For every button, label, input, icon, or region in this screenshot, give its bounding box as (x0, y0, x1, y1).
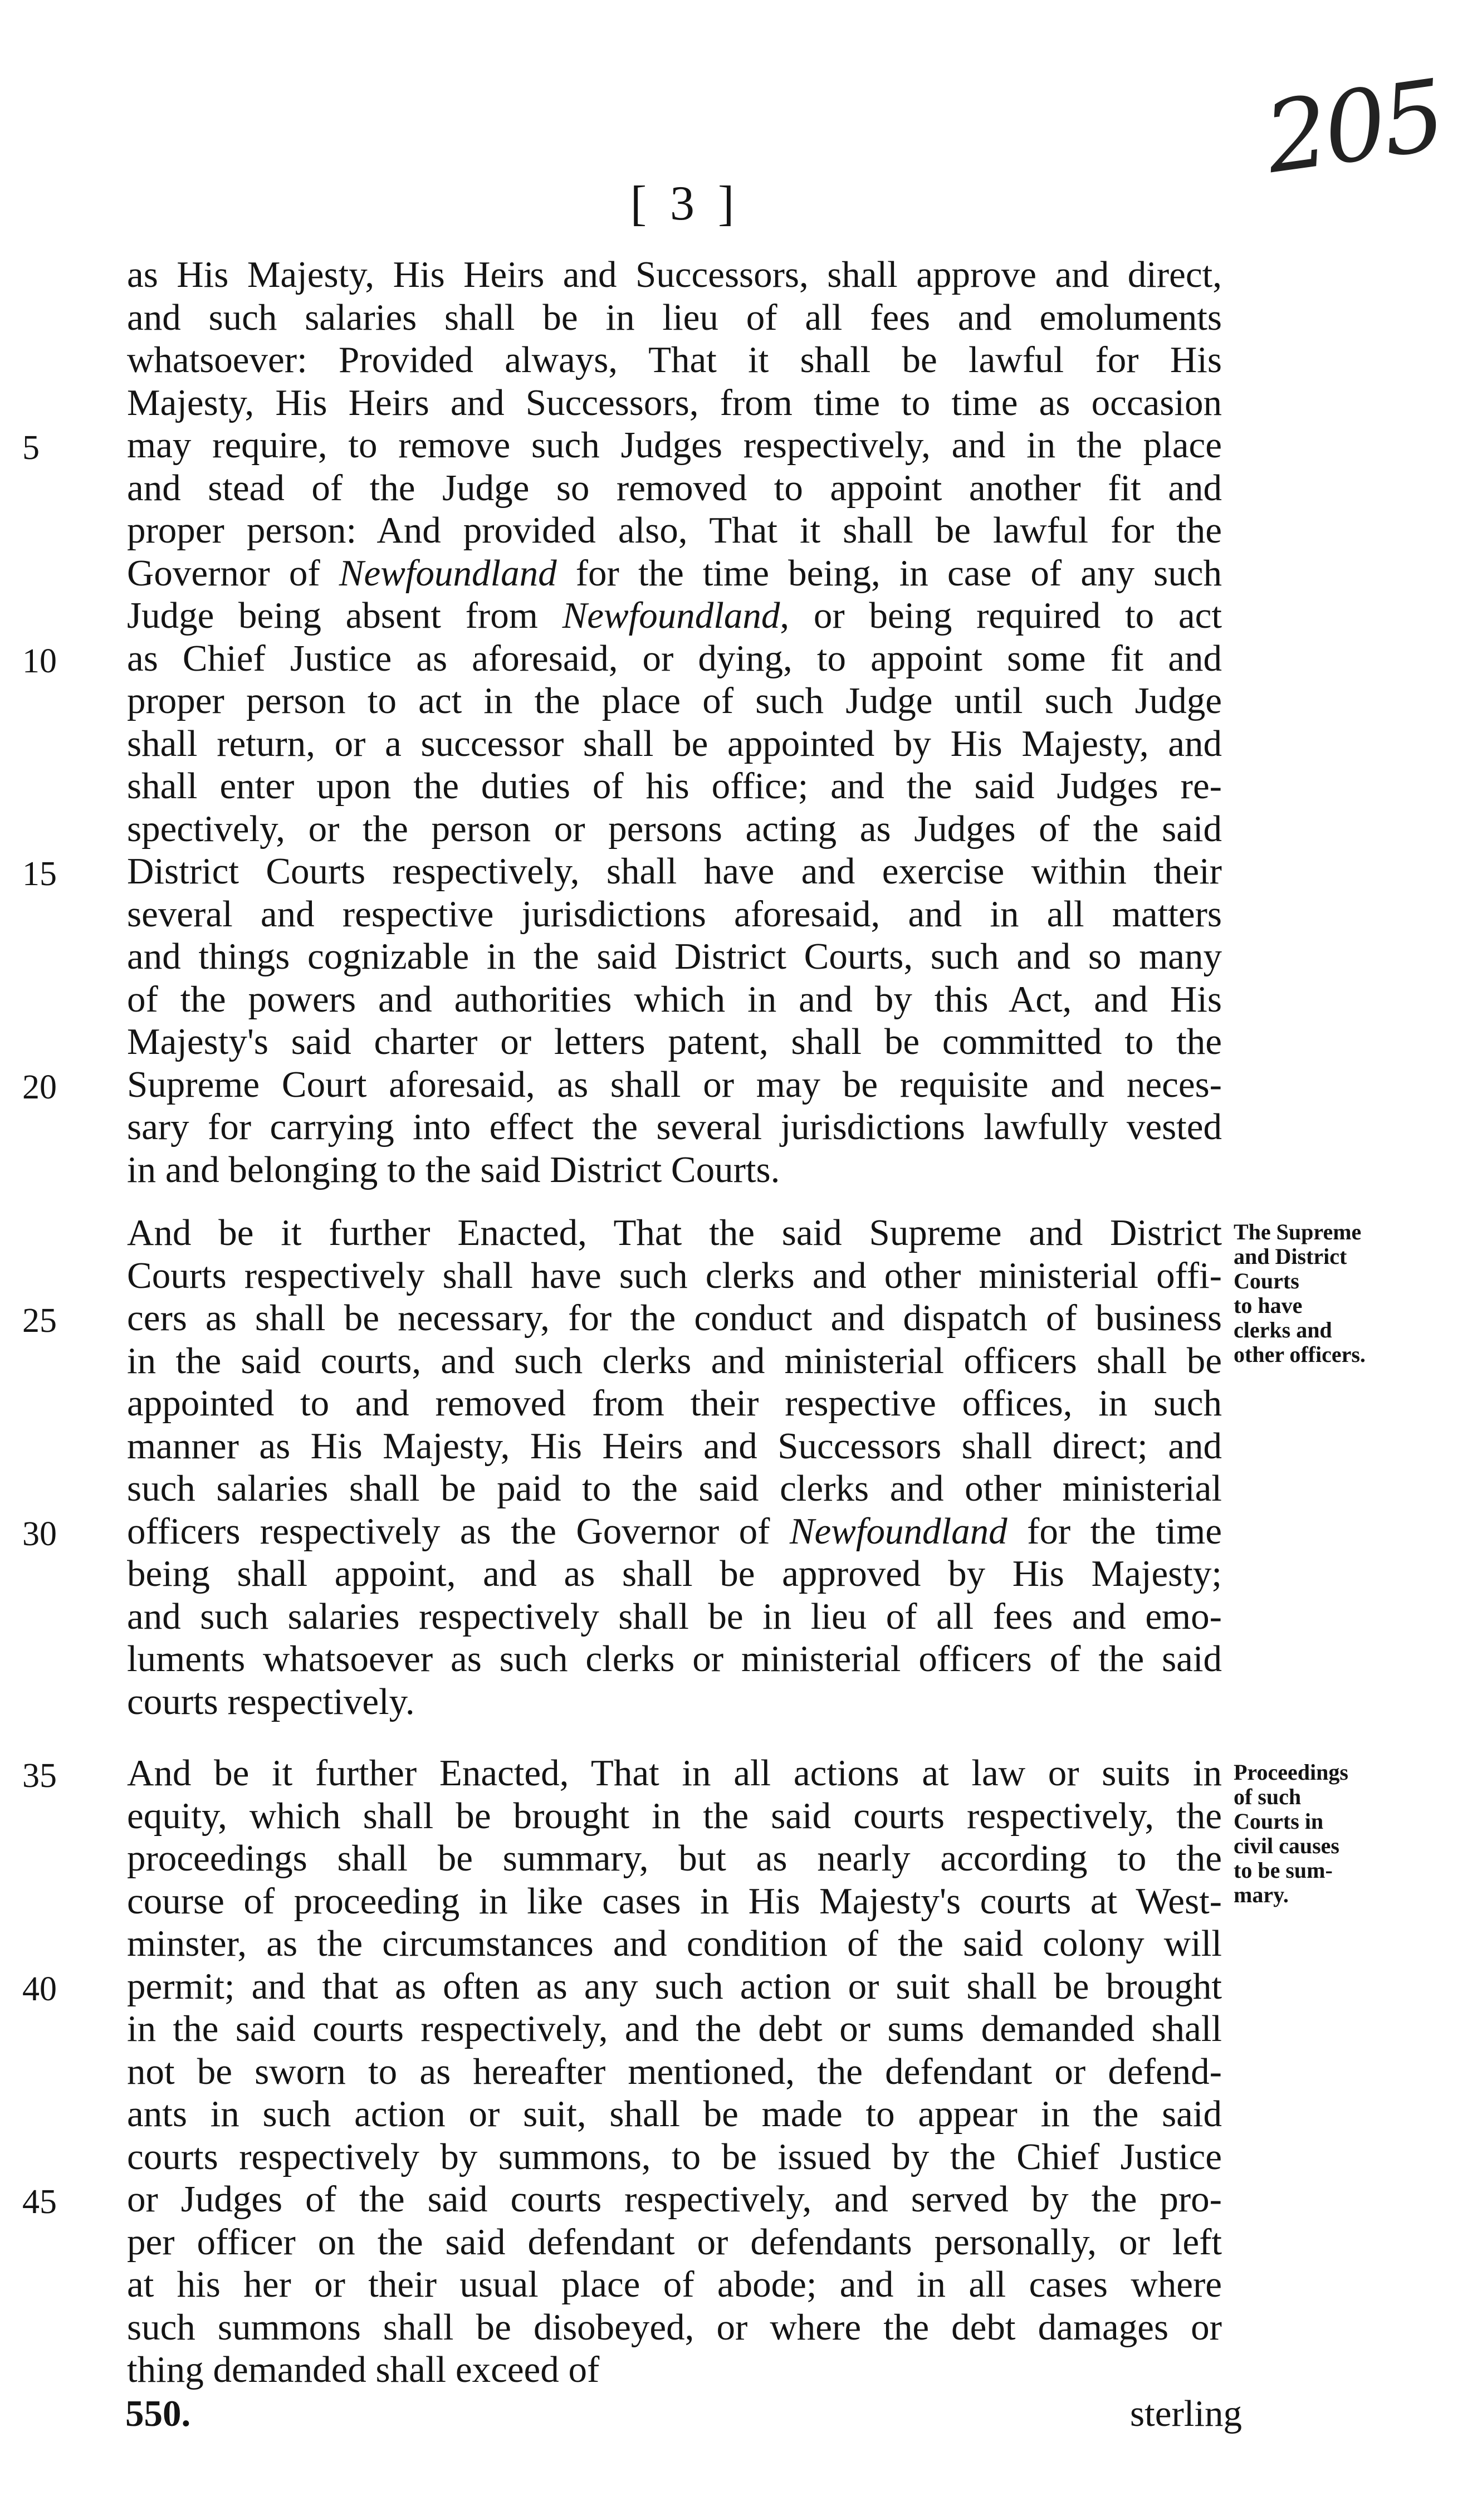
line-number: 40 (22, 1970, 57, 2008)
sidenote-proceedings (1234, 1760, 1468, 1907)
line-number: 15 (22, 855, 57, 893)
text-line: Majesty's said charter or letters patent, shall be committed to the (127, 1021, 1222, 1062)
text-line: and stead of the Judge so removed to appoint another fit and (127, 467, 1222, 509)
sidenote-line: Courts in (1234, 1809, 1324, 1834)
folio-number: 205 (1259, 59, 1449, 196)
text-line: in the said courts, and such clerks and ministerial officers shall be (127, 1340, 1222, 1381)
text-line: Judge being absent from Newfoundland, or being required to act (127, 595, 1222, 636)
text-line: appointed to and removed from their respective offices, in such (127, 1383, 1222, 1424)
text-line: being shall appoint, and as shall be approved by His Majesty; (127, 1553, 1222, 1594)
sidenote-clerks-officers (1234, 1220, 1468, 1367)
text-line: in and belonging to the said District Courts. (127, 1149, 780, 1190)
sidenote-line: Proceedings (1234, 1760, 1348, 1785)
text-line: And be it further Enacted, That the said Supreme and District (127, 1212, 1222, 1253)
line-number: 5 (22, 429, 40, 467)
text-line: proceedings shall be summary, but as nearly according to the (127, 1838, 1222, 1879)
sidenote-line: mary. (1234, 1882, 1289, 1907)
sidenote-line: of such (1234, 1784, 1302, 1809)
text-line: Courts respectively shall have such clerks and other ministerial offi- (127, 1254, 1222, 1296)
text-line: equity, which shall be brought in the said courts respectively, the (127, 1795, 1222, 1837)
sidenote-line: The Supreme (1234, 1219, 1362, 1244)
text-line: or Judges of the said courts respectively, and served by the pro- (127, 2179, 1222, 2220)
text-line: per officer on the said defendant or defendants personally, or left (127, 2221, 1222, 2263)
text-line: officers respectively as the Governor of Newfoundland for the time (127, 1510, 1222, 1552)
line-number: 20 (22, 1068, 57, 1106)
text-line: Majesty, His Heirs and Successors, from time to time as occasion (127, 382, 1222, 423)
sidenote-line: other officers. (1234, 1342, 1366, 1367)
signature-mark: 550. (125, 2393, 191, 2434)
sidenote-line: to have (1234, 1293, 1303, 1318)
text-line: luments whatsoever as such clerks or ministerial officers of the said (127, 1638, 1222, 1679)
line-number: 30 (22, 1515, 57, 1553)
text-line: courts respectively by summons, to be issued by the Chief Justice (127, 2136, 1222, 2177)
text-line: permit; and that as often as any such action or suit shall be brought (127, 1965, 1222, 2007)
text-line: District Courts respectively, shall have and exercise within their (127, 851, 1222, 892)
line-number: 45 (22, 2183, 57, 2221)
text-line: whatsoever: Provided always, That it shall be lawful for His (127, 339, 1222, 380)
paragraph-district-judges (127, 253, 1222, 1191)
text-line: manner as His Majesty, His Heirs and Successors shall direct; and (127, 1425, 1222, 1467)
sidenote-line: Courts (1234, 1268, 1299, 1293)
text-line: course of proceeding in like cases in His Majesty's courts at West- (127, 1880, 1222, 1922)
text-line: sary for carrying into effect the several jurisdictions lawfully vested (127, 1106, 1222, 1147)
text-line: cers as shall be necessary, for the conduct and dispatch of business (127, 1297, 1222, 1339)
text-line: Supreme Court aforesaid, as shall or may be requisite and neces- (127, 1063, 1222, 1105)
paragraph-proceedings (127, 1752, 1222, 2391)
text-line: thing demanded shall exceed of (127, 2349, 600, 2390)
text-line: in the said courts respectively, and the debt or sums demanded shall (127, 2008, 1222, 2049)
text-line: minster, as the circumstances and condition of the said colony will (127, 1923, 1222, 1964)
text-line: courts respectively. (127, 1681, 415, 1722)
text-line: spectively, or the person or persons acting as Judges of the said (127, 808, 1222, 849)
text-line: of the powers and authorities which in and by this Act, and His (127, 978, 1222, 1020)
line-number: 25 (22, 1302, 57, 1340)
text-line: not be sworn to as hereafter mentioned, the defendant or defend- (127, 2050, 1222, 2092)
text-line: ants in such action or suit, shall be made to appear in the said (127, 2093, 1222, 2135)
text-line: proper person to act in the place of such Judge until such Judge (127, 680, 1222, 721)
text-line: and such salaries shall be in lieu of all fees and emoluments (127, 296, 1222, 338)
line-number: 10 (22, 642, 57, 680)
page-header: [ 3 ] (630, 177, 740, 231)
sidenote-line: civil causes (1234, 1833, 1339, 1858)
text-line: And be it further Enacted, That in all actions at law or suits in (127, 1752, 1222, 1794)
text-line: proper person: And provided also, That it shall be lawful for the (127, 510, 1222, 551)
text-line: may require, to remove such Judges respectively, and in the place (127, 424, 1222, 466)
line-number: 35 (22, 1757, 57, 1795)
text-line: such summons shall be disobeyed, or where the debt damages or (127, 2306, 1222, 2348)
sidenote-line: to be sum- (1234, 1858, 1333, 1883)
text-line: and such salaries respectively shall be in lieu of all fees and emo- (127, 1595, 1222, 1637)
handwritten-folio-number (1259, 59, 1459, 196)
catchword: sterling (1130, 2393, 1242, 2434)
text-line: shall enter upon the duties of his office; and the said Judges re- (127, 765, 1222, 807)
text-line: several and respective jurisdictions aforesaid, and in all matters (127, 893, 1222, 935)
sidenote-line: and District (1234, 1244, 1347, 1269)
text-line: shall return, or a successor shall be appointed by His Majesty, and (127, 722, 1222, 764)
sidenote-line: clerks and (1234, 1317, 1332, 1342)
text-line: and things cognizable in the said District Courts, such and so many (127, 936, 1222, 977)
paragraph-clerks-officers (127, 1212, 1222, 1723)
text-line: Governor of Newfoundland for the time being, in case of any such (127, 552, 1222, 594)
text-line: at his her or their usual place of abode; and in all cases where (127, 2264, 1222, 2305)
text-line: as His Majesty, His Heirs and Successors, shall approve and direct, (127, 254, 1222, 295)
text-line: as Chief Justice as aforesaid, or dying, to appoint some fit and (127, 637, 1222, 679)
text-line: such salaries shall be paid to the said clerks and other ministerial (127, 1468, 1222, 1509)
